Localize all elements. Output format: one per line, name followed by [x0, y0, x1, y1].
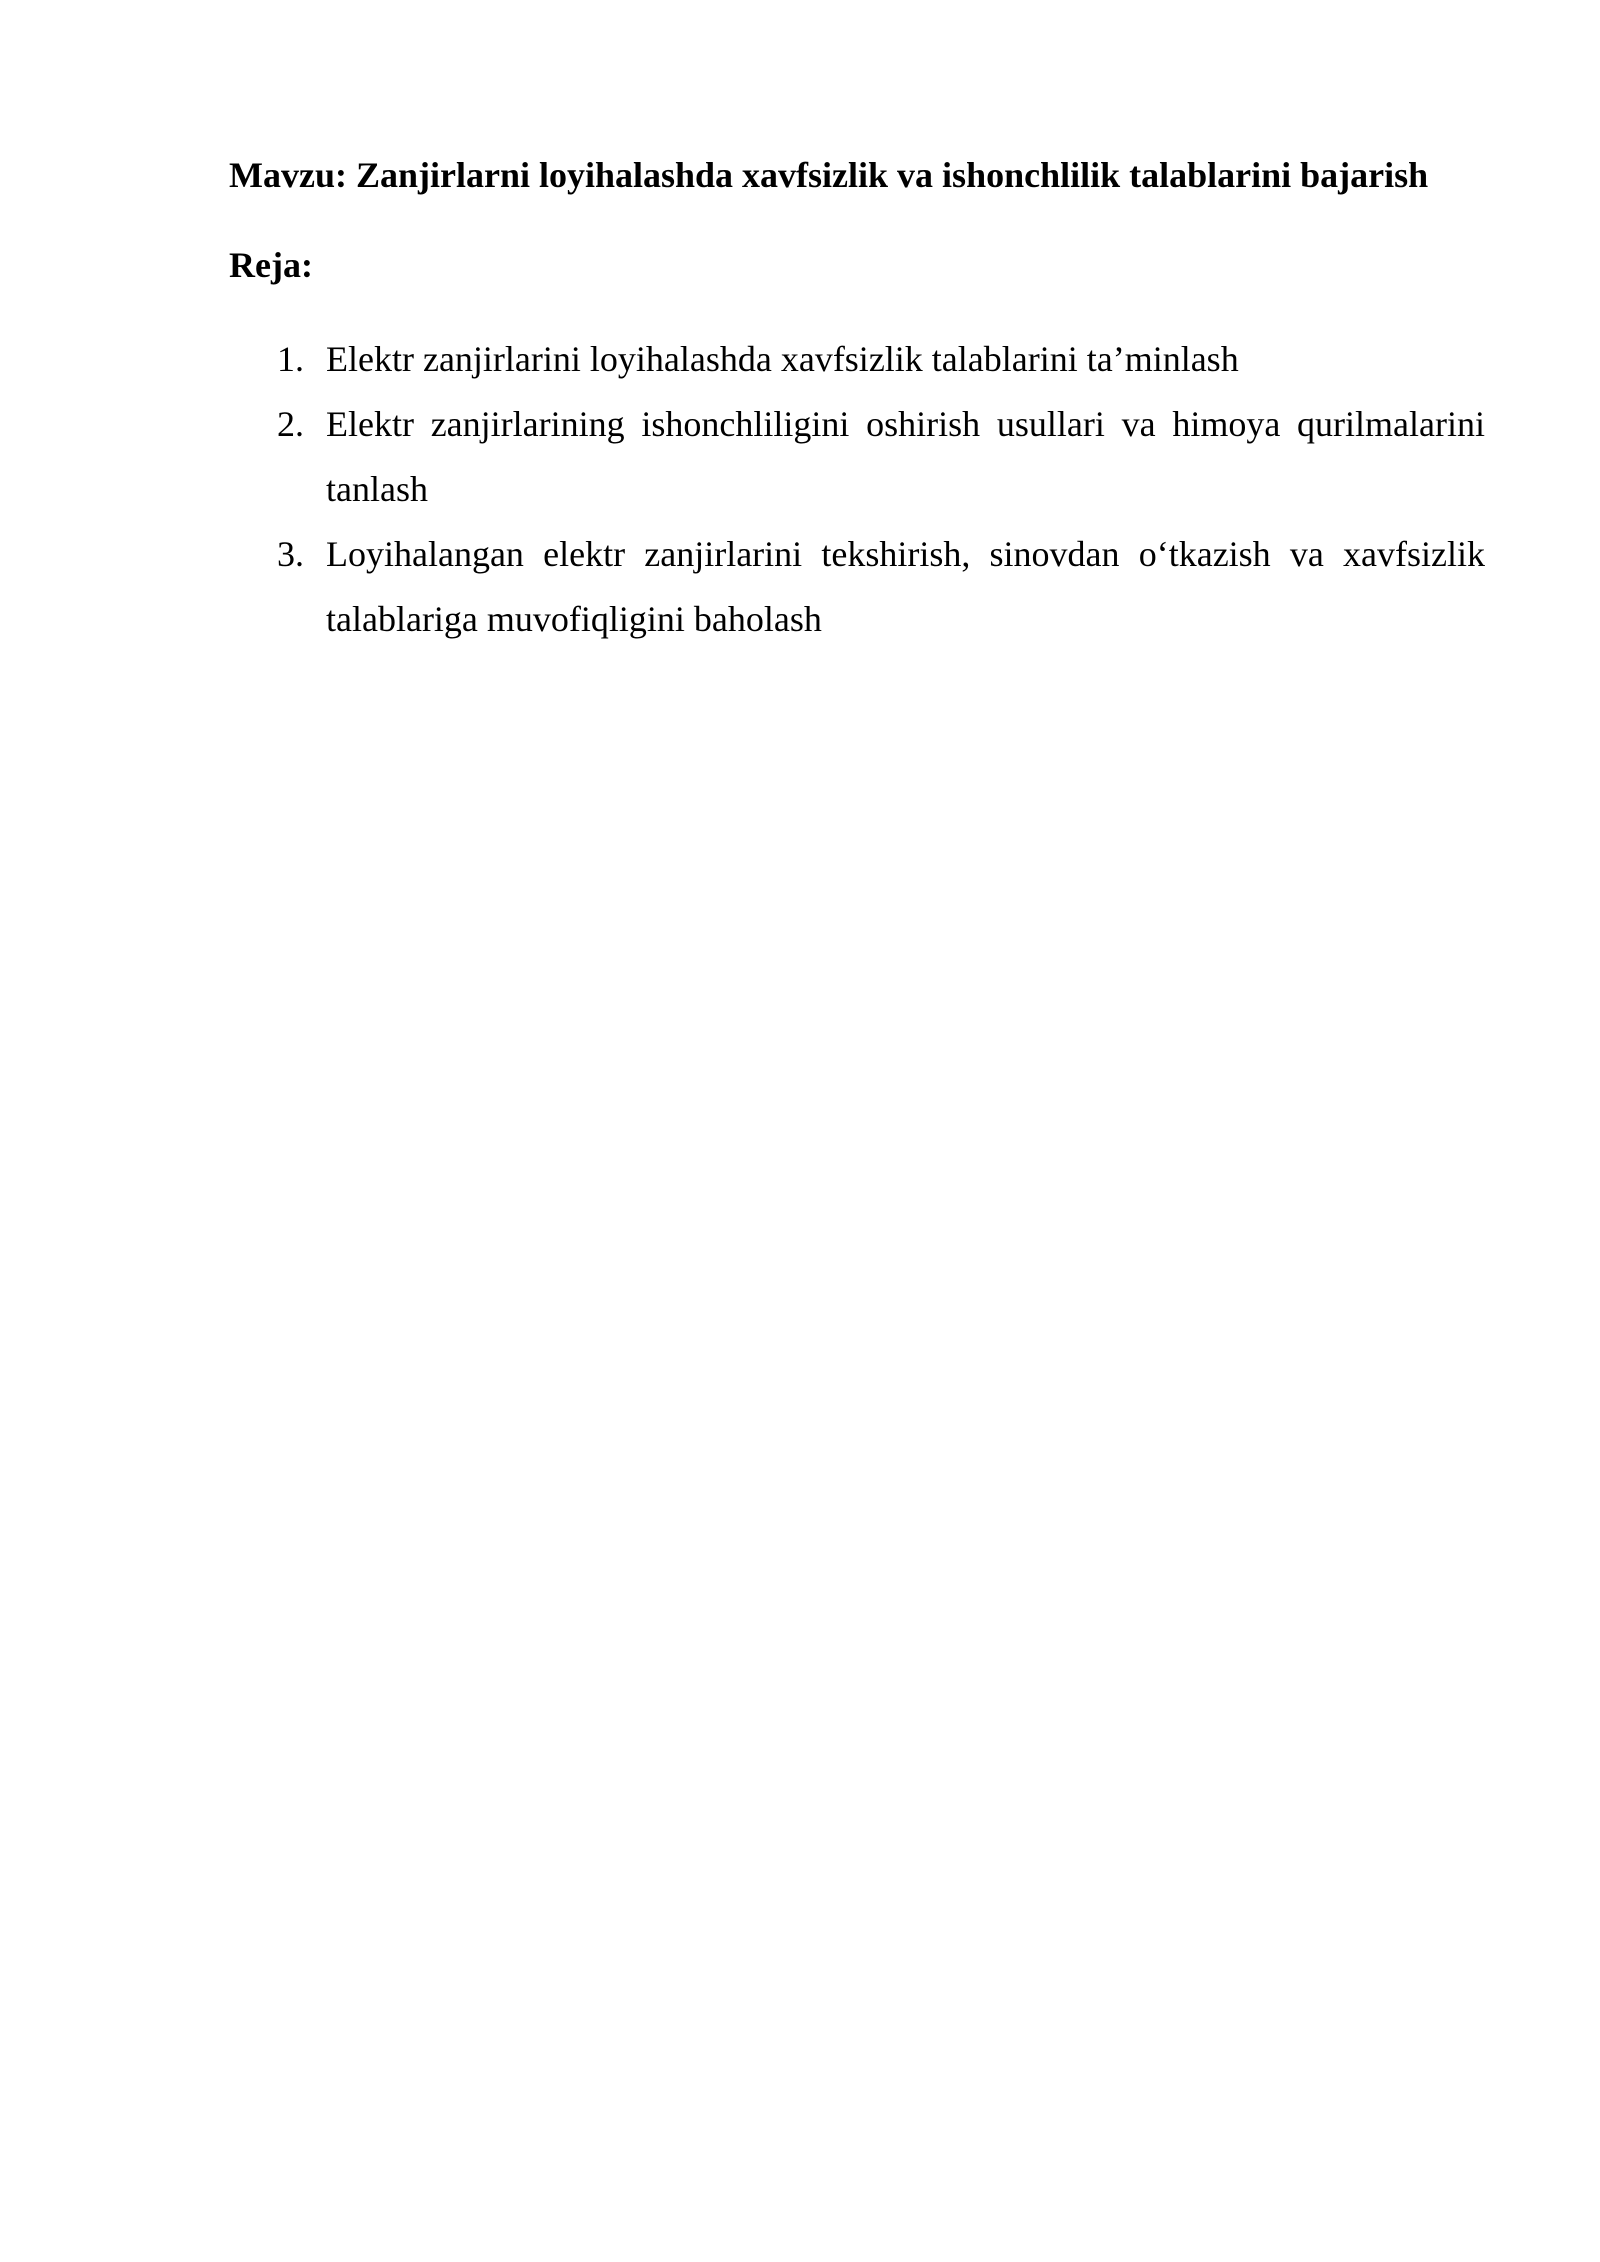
plan-item-3	[229, 522, 1485, 652]
plan-item-number: 1.	[277, 339, 304, 379]
plan-item-number: 2.	[277, 404, 304, 444]
plan-item-1	[229, 327, 1485, 392]
plan-item-2	[229, 392, 1485, 522]
document-content	[229, 145, 1485, 652]
plan-item-text: Loyihalangan elektr zanjirlarini tekshirish, sinovdan o‘tkazish va xavfsizlik talablariga muvofiqligini baholash	[326, 534, 1485, 639]
topic-title: Mavzu: Zanjirlarni loyihalashda xavfsizlik va ishonchlilik talablarini bajarish	[229, 155, 1429, 195]
plan-item-number: 3.	[277, 534, 304, 574]
plan-item-text: Elektr zanjirlarini loyihalashda xavfsizlik talablarini ta’minlash	[326, 339, 1239, 379]
plan-list	[229, 327, 1485, 652]
plan-item-text: Elektr zanjirlarining ishonchliligini oshirish usullari va himoya qurilmalarini tanlash	[326, 404, 1485, 509]
plan-heading: Reja:	[229, 245, 313, 285]
